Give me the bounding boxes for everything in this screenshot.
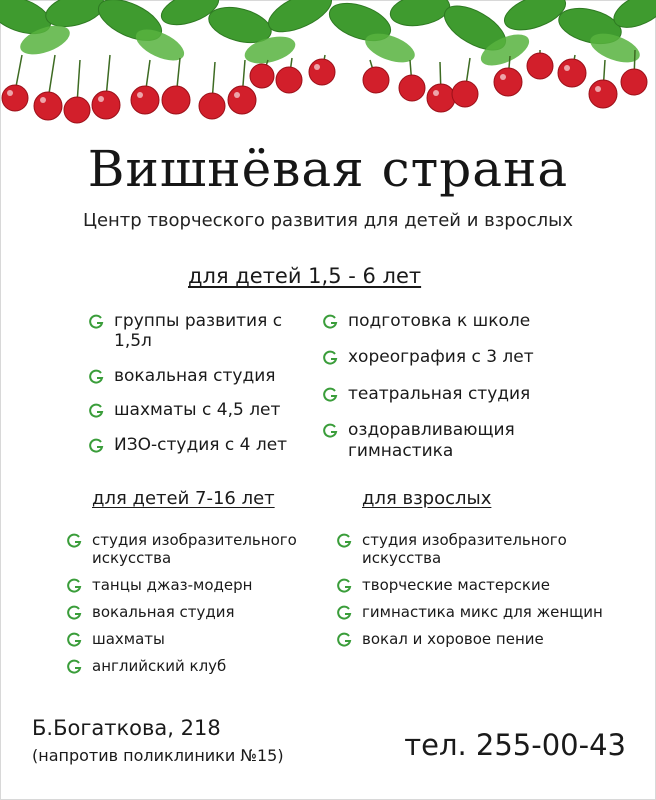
green-bullet-icon	[88, 403, 104, 419]
list-item-label: танцы джаз-модерн	[92, 576, 253, 594]
list-item	[66, 603, 326, 621]
green-bullet-icon	[336, 533, 352, 549]
list-item-label: вокал и хоровое пение	[362, 630, 544, 648]
list-item-label: студия изобразительного искусства	[362, 531, 567, 567]
list-item-label: шахматы	[92, 630, 165, 648]
green-bullet-icon	[336, 632, 352, 648]
section-kids-small-right-list	[322, 311, 552, 475]
contact-address-note: (напротив поликлиники №15)	[32, 746, 284, 765]
section-kids-older-list	[66, 531, 326, 684]
list-item-label: английский клуб	[92, 657, 227, 675]
list-item	[66, 630, 326, 648]
brand-title: Вишнёвая страна	[87, 140, 569, 198]
list-item-label: группы развития с 1,5л	[114, 311, 283, 352]
list-item-label: хореография с 3 лет	[348, 347, 534, 368]
list-item	[88, 435, 308, 455]
list-item	[322, 347, 552, 367]
list-item	[336, 531, 636, 567]
list-item	[336, 630, 636, 648]
list-item	[336, 576, 636, 594]
section-kids-older-heading: для детей 7-16 лет	[92, 488, 275, 509]
list-item	[322, 384, 552, 404]
list-item	[88, 311, 308, 352]
green-bullet-icon	[322, 423, 338, 439]
list-item-label: гимнастика микс для женщин	[362, 603, 603, 621]
list-item	[66, 531, 326, 567]
list-item-label: творческие мастерские	[362, 576, 550, 594]
green-bullet-icon	[88, 314, 104, 330]
section-kids-small-heading: для детей 1,5 - 6 лет	[188, 264, 422, 288]
green-bullet-icon	[336, 578, 352, 594]
green-bullet-icon	[336, 605, 352, 621]
green-bullet-icon	[322, 387, 338, 403]
brand-subtitle: Центр творческого развития для детей и взрослых	[82, 210, 574, 231]
list-item-label: ИЗО-студия с 4 лет	[114, 434, 288, 455]
list-item	[322, 420, 552, 461]
green-bullet-icon	[88, 438, 104, 454]
green-bullet-icon	[66, 659, 82, 675]
list-item-label: вокальная студия	[114, 365, 276, 386]
cherry-leaves-decoration	[0, 0, 656, 130]
green-bullet-icon	[322, 314, 338, 330]
green-bullet-icon	[66, 533, 82, 549]
list-item-label: театральная студия	[348, 383, 531, 404]
list-item-label: подготовка к школе	[348, 311, 531, 331]
list-item	[322, 311, 552, 331]
green-bullet-icon	[66, 632, 82, 648]
list-item	[66, 657, 326, 675]
contact-phone: тел. 255-00-43	[404, 728, 626, 762]
list-item	[88, 400, 308, 420]
green-bullet-icon	[322, 350, 338, 366]
contact-address: Б.Богаткова, 218	[32, 716, 221, 740]
section-kids-small-left-list	[88, 311, 308, 469]
list-item-label: оздоравливающия гимнастика	[348, 420, 515, 461]
green-bullet-icon	[66, 605, 82, 621]
green-bullet-icon	[66, 578, 82, 594]
green-bullet-icon	[88, 369, 104, 385]
list-item	[66, 576, 326, 594]
list-item-label: вокальная студия	[92, 603, 235, 621]
list-item-label: шахматы с 4,5 лет	[114, 400, 281, 421]
section-adults-heading: для взрослых	[362, 488, 492, 509]
list-item	[336, 603, 636, 621]
list-item-label: студия изобразительного искусства	[92, 531, 297, 567]
list-item	[88, 366, 308, 386]
section-adults-list	[336, 531, 636, 657]
